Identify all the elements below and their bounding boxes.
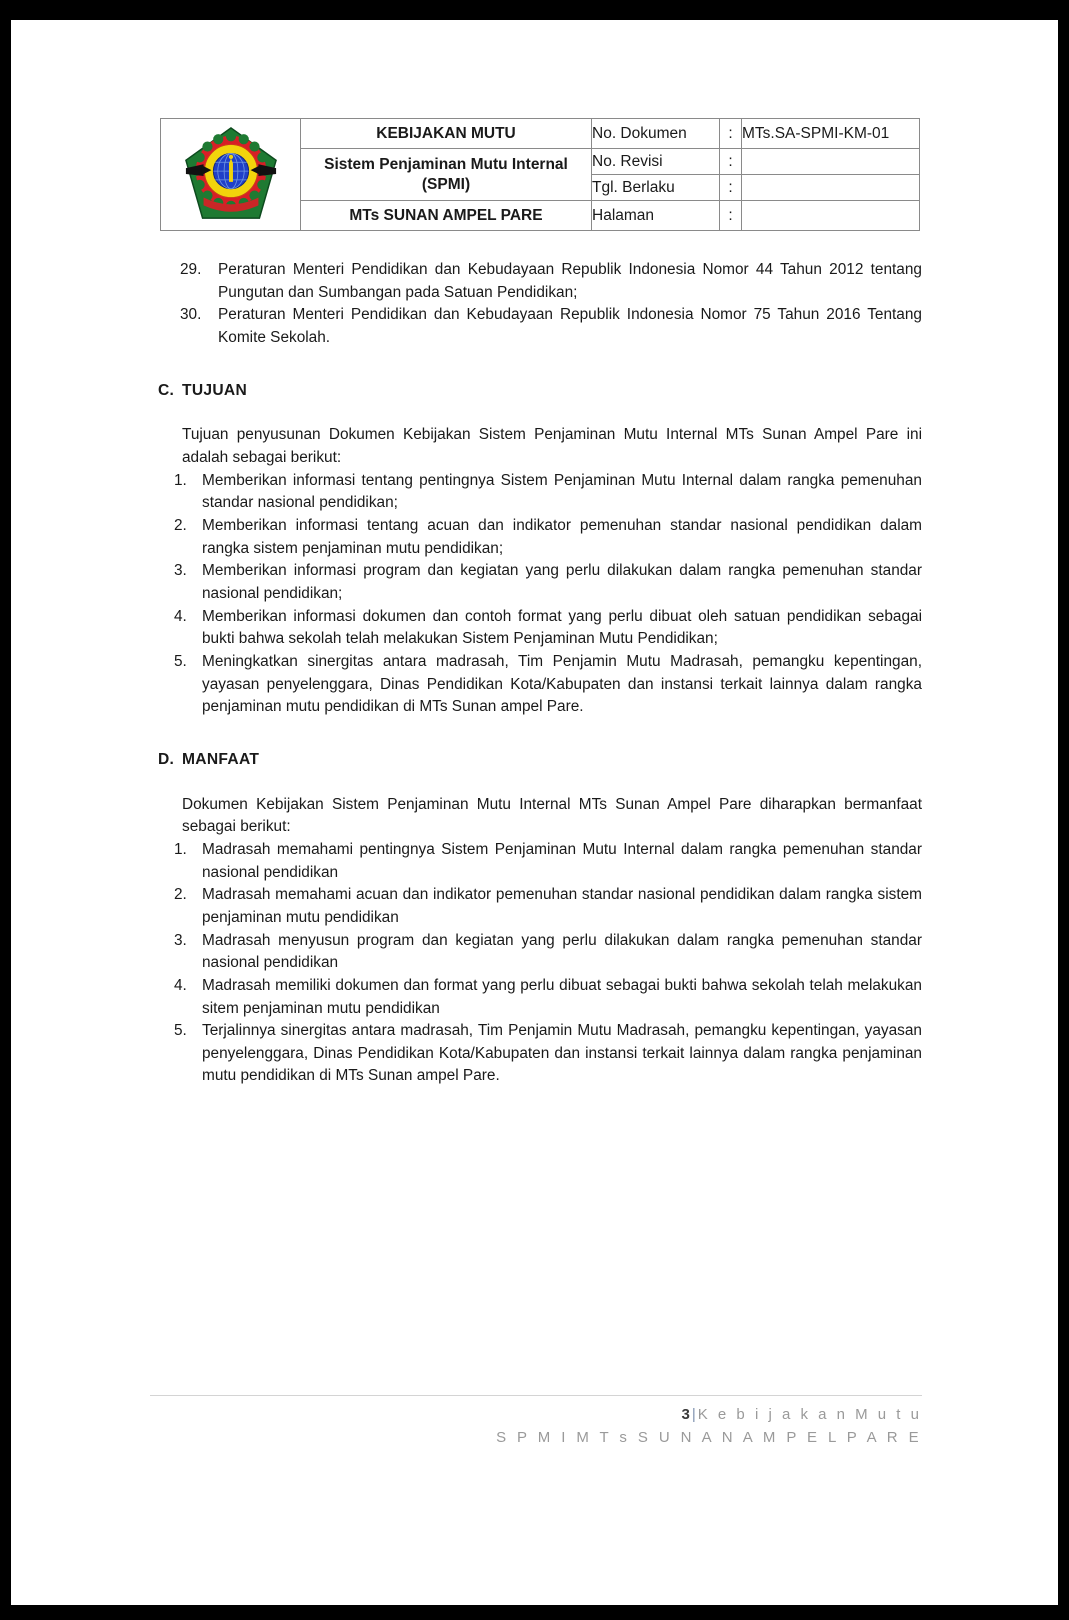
manfaat-item xyxy=(150,884,922,929)
document-body xyxy=(150,259,922,1088)
section-c-intro: Tujuan penyusunan Dokumen Kebijakan Sistem Penjaminan Mutu Internal MTs Sunan Ampel Pare ini adalah sebagai berikut: xyxy=(182,426,922,467)
tujuan-item-text: Memberikan informasi program dan kegiatan yang perlu dilakukan dalam rangka pemenuhan standar nasional pendidikan; xyxy=(202,562,922,602)
value-no-dokumen: MTs.SA-SPMI-KM-01 xyxy=(742,119,920,149)
colon-tgl-berlaku: : xyxy=(720,175,742,201)
footer-separator: | xyxy=(691,1406,696,1423)
colon-no-dokumen: : xyxy=(720,119,742,149)
colon-halaman: : xyxy=(720,201,742,231)
value-halaman xyxy=(742,201,920,231)
school-emblem-icon xyxy=(182,125,280,225)
label-halaman: Halaman xyxy=(592,201,720,231)
section-c-list xyxy=(150,470,922,719)
regulation-item-number: 29. xyxy=(180,261,202,278)
label-tgl-berlaku: Tgl. Berlaku xyxy=(592,175,720,201)
regulation-item-number: 30. xyxy=(180,306,202,324)
manfaat-item-text: Madrasah memiliki dokumen dan format yang perlu dibuat sebagai bukti bahwa sekolah telah melakukan sitem penjaminan mutu pendidikan xyxy=(202,976,922,1017)
tujuan-item-number: 4. xyxy=(174,607,187,625)
regulation-item-text: Peraturan Menteri Pendidikan dan Kebudayaan Republik Indonesia Nomor 75 Tahun 2016 Tentang Komite Sekolah. xyxy=(218,306,922,346)
tujuan-item-text: Memberikan informasi tentang pentingnya Sistem Penjaminan Mutu Internal dalam rangka pemenuhan standar nasional pendidikan; xyxy=(202,471,922,512)
label-no-dokumen: No. Dokumen xyxy=(592,119,720,149)
manfaat-item-number: 4. xyxy=(174,976,187,994)
page-footer xyxy=(150,1395,922,1449)
tujuan-item-number: 5. xyxy=(174,652,187,670)
tujuan-item-number: 1. xyxy=(174,471,187,489)
manfaat-item-number: 3. xyxy=(174,931,187,949)
section-heading-manfaat xyxy=(150,749,922,772)
regulation-item-text: Peraturan Menteri Pendidikan dan Kebudayaan Republik Indonesia Nomor 44 Tahun 2012 tentang Pungutan dan Sumbangan pada Satuan Pendidikan; xyxy=(218,261,922,301)
header-title-spmi: Sistem Penjaminan Mutu Internal (SPMI) xyxy=(301,149,592,201)
footer-divider xyxy=(150,1395,922,1396)
tujuan-item xyxy=(150,651,922,719)
footer-org-line: S P M I M T s S U N A N A M P E L P A R E xyxy=(496,1428,922,1446)
manfaat-item-number: 1. xyxy=(174,841,187,859)
manfaat-item-text: Madrasah menyusun program dan kegiatan yang perlu dilakukan dalam rangka pemenuhan standar nasional pendidikan xyxy=(202,931,922,972)
footer-title-line xyxy=(150,1404,922,1427)
section-letter-d: D. xyxy=(158,750,175,768)
manfaat-item xyxy=(150,1020,922,1088)
regulation-item xyxy=(150,259,922,304)
manfaat-item-number: 5. xyxy=(174,1022,187,1040)
section-letter-c: C. xyxy=(158,381,175,399)
manfaat-item xyxy=(150,839,922,884)
tujuan-item xyxy=(150,606,922,651)
manfaat-item-number: 2. xyxy=(174,886,187,904)
section-heading-tujuan xyxy=(150,380,922,403)
manfaat-item xyxy=(150,975,922,1020)
tujuan-item-number: 2. xyxy=(174,517,187,535)
header-title-kebijakan-mutu: KEBIJAKAN MUTU xyxy=(301,119,592,149)
tujuan-item xyxy=(150,470,922,515)
value-no-revisi xyxy=(742,149,920,175)
tujuan-item-number: 3. xyxy=(174,562,187,580)
tujuan-item-text: Memberikan informasi tentang acuan dan indikator pemenuhan standar nasional pendidikan dalam rangka sistem penjaminan mutu pendidikan; xyxy=(202,517,922,557)
document-page xyxy=(11,20,1058,1605)
tujuan-item-text: Memberikan informasi dokumen dan contoh format yang perlu dibuat oleh satuan pendidikan sebagai bukti bahwa sekolah telah melakukan Sistem Penjaminan Mutu Pendidikan; xyxy=(202,607,922,648)
footer-page-number: 3 xyxy=(681,1406,690,1423)
header-row-1 xyxy=(161,119,920,149)
value-tgl-berlaku xyxy=(742,175,920,201)
manfaat-item-text: Madrasah memahami acuan dan indikator pemenuhan standar nasional pendidikan dalam rangka sistem penjaminan mutu pendidikan xyxy=(202,886,922,926)
header-title-school: MTs SUNAN AMPEL PARE xyxy=(301,201,592,231)
section-d-list xyxy=(150,839,922,1088)
manfaat-item xyxy=(150,930,922,975)
label-no-revisi: No. Revisi xyxy=(592,149,720,175)
tujuan-item xyxy=(150,560,922,605)
regulation-item xyxy=(150,304,922,349)
section-title-c: TUJUAN xyxy=(182,381,248,399)
logo-cell xyxy=(161,119,301,231)
manfaat-item-text: Madrasah memahami pentingnya Sistem Penjaminan Mutu Internal dalam rangka pemenuhan standar nasional pendidikan xyxy=(202,841,922,881)
document-header-table xyxy=(160,118,920,231)
tujuan-item xyxy=(150,515,922,560)
colon-no-revisi: : xyxy=(720,149,742,175)
tujuan-item-text: Meningkatkan sinergitas antara madrasah, Tim Penjamin Mutu Madrasah, pemangku kepentingan, yayasan penyelenggara, Dinas Pendidikan Kota/Kabupaten dan instansi terkait lainnya dalam rangka penjaminan mutu pendidikan di MTs Sunan ampel Pare. xyxy=(202,652,922,716)
section-d-intro: Dokumen Kebijakan Sistem Penjaminan Mutu Internal MTs Sunan Ampel Pare diharapkan bermanfaat sebagai berikut: xyxy=(182,795,922,836)
section-title-d: MANFAAT xyxy=(182,750,260,768)
manfaat-item-text: Terjalinnya sinergitas antara madrasah, Tim Penjamin Mutu Madrasah, pemangku kepentingan, yayasan penyelenggara, Dinas Pendidikan Kota/Kabupaten dan instansi terkait lainnya dalam rangka penjaminan mutu pendidikan di MTs Sunan ampel Pare. xyxy=(202,1022,922,1085)
page-content xyxy=(150,118,922,1088)
continued-regulation-list xyxy=(150,259,922,350)
footer-doc-title: K e b i j a k a n M u t u xyxy=(697,1406,922,1423)
